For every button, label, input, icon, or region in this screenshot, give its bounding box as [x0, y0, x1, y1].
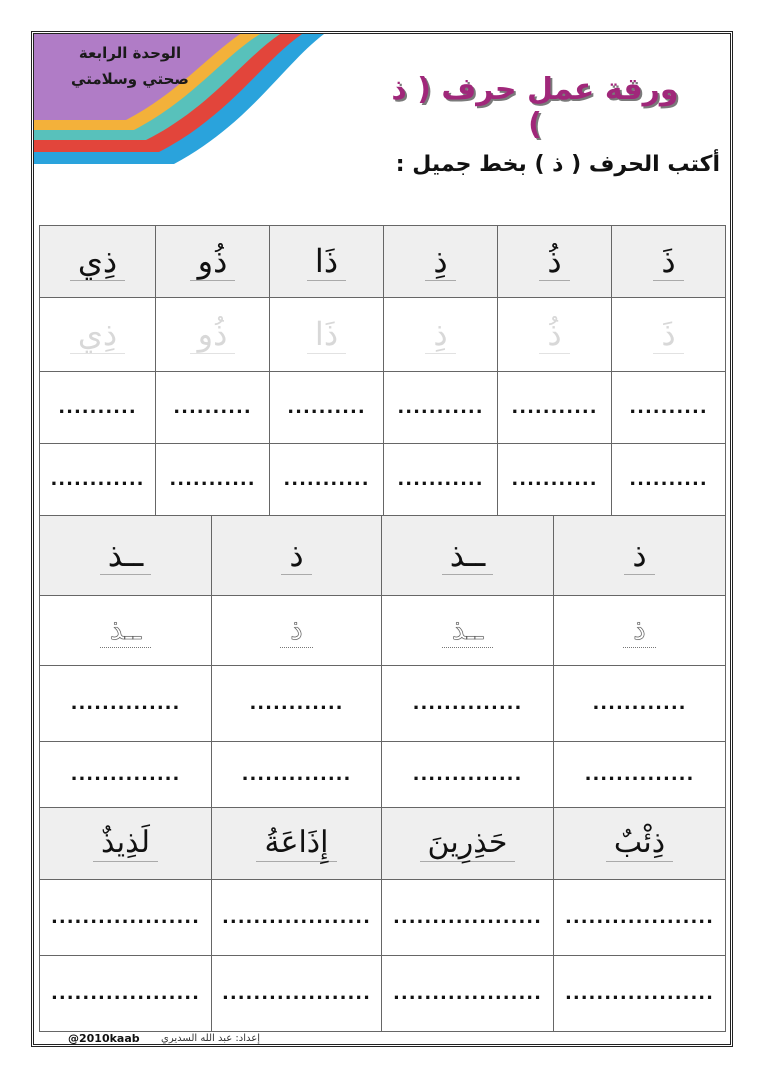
model-cell — [612, 226, 726, 298]
writing-cell[interactable] — [382, 880, 554, 956]
writing-dots: .............. — [241, 764, 352, 785]
trace-letter: ذَ — [653, 315, 683, 354]
writing-dots: ........... — [511, 469, 598, 490]
model-cell — [212, 516, 382, 596]
writing-row — [40, 372, 726, 444]
writing-dots: .......... — [173, 397, 252, 418]
writing-row — [40, 956, 726, 1032]
model-word: حَذِرِينَ — [420, 825, 516, 862]
model-letter: ذُو — [190, 242, 236, 281]
model-cell — [554, 516, 726, 596]
writing-cell[interactable] — [382, 742, 554, 808]
word-cell — [40, 808, 212, 880]
writing-cell[interactable] — [554, 666, 726, 742]
writing-dots: ............ — [249, 693, 344, 714]
model-cell — [384, 226, 498, 298]
writing-cell[interactable] — [156, 372, 270, 444]
writing-cell[interactable] — [270, 444, 384, 516]
writing-dots: .......... — [629, 397, 708, 418]
writing-dots: ............ — [50, 469, 145, 490]
writing-dots: ................... — [222, 983, 371, 1004]
sheet-title: ورقة عمل حرف ( ذ ) — [391, 72, 679, 142]
writing-dots: .......... — [629, 469, 708, 490]
trace-cell — [40, 596, 212, 666]
instruction-text: أكتب الحرف ( ذ ) بخط جميل : — [395, 152, 720, 177]
writing-dots: ................... — [51, 983, 200, 1004]
writing-dots: ................... — [393, 983, 542, 1004]
writing-dots: ............ — [592, 693, 687, 714]
writing-dots: ........... — [511, 397, 598, 418]
model-cell — [382, 516, 554, 596]
writing-cell[interactable] — [40, 666, 212, 742]
writing-dots: .......... — [58, 397, 137, 418]
trace-row — [40, 298, 726, 372]
model-word: لَذِيذٌ — [93, 825, 158, 862]
writing-dots: ........... — [283, 469, 370, 490]
model-letter: ــذ — [442, 536, 494, 575]
dotted-letter: ــذ — [442, 613, 493, 648]
writing-dots: .............. — [70, 764, 181, 785]
trace-cell — [270, 298, 384, 372]
trace-cell — [384, 298, 498, 372]
writing-cell[interactable] — [40, 742, 212, 808]
writing-cell[interactable] — [40, 372, 156, 444]
writing-cell[interactable] — [212, 666, 382, 742]
writing-dots: .......... — [287, 397, 366, 418]
model-cell — [40, 516, 212, 596]
trace-row — [40, 596, 726, 666]
model-row — [40, 516, 726, 596]
writing-cell[interactable] — [40, 880, 212, 956]
writing-row — [40, 444, 726, 516]
writing-dots: .............. — [70, 693, 181, 714]
writing-dots: .............. — [412, 693, 523, 714]
vowel-forms-table — [39, 225, 726, 516]
model-row — [40, 226, 726, 298]
unit-subtitle: صحتي وسلامتي — [71, 70, 189, 88]
trace-letter: ذِ — [425, 315, 455, 354]
word-cell — [554, 808, 726, 880]
dotted-letter: ــذ — [100, 613, 151, 648]
model-word: إِذَاعَةُ — [256, 825, 336, 862]
trace-cell — [382, 596, 554, 666]
writing-cell[interactable] — [612, 372, 726, 444]
unit-title: الوحدة الرابعة — [78, 44, 182, 62]
model-cell — [270, 226, 384, 298]
author-handle: @2010kaab — [68, 1032, 140, 1045]
writing-cell[interactable] — [212, 956, 382, 1032]
trace-cell — [212, 596, 382, 666]
writing-cell[interactable] — [156, 444, 270, 516]
writing-cell[interactable] — [212, 880, 382, 956]
writing-cell[interactable] — [382, 956, 554, 1032]
trace-cell — [612, 298, 726, 372]
writing-cell[interactable] — [40, 956, 212, 1032]
letter-positions-table — [39, 515, 726, 808]
writing-dots: ................... — [393, 907, 542, 928]
writing-dots: ........... — [397, 397, 484, 418]
model-letter: ذَا — [307, 242, 346, 281]
writing-cell[interactable] — [40, 444, 156, 516]
model-letter: ذُ — [539, 242, 569, 281]
dotted-letter: ذ — [623, 613, 655, 648]
writing-cell[interactable] — [384, 372, 498, 444]
writing-dots: ................... — [222, 907, 371, 928]
trace-letter: ذُ — [539, 315, 569, 354]
writing-cell[interactable] — [554, 956, 726, 1032]
model-letter: ــذ — [100, 536, 152, 575]
trace-cell — [498, 298, 612, 372]
trace-letter: ذُو — [190, 315, 236, 354]
writing-cell[interactable] — [554, 880, 726, 956]
word-cell — [382, 808, 554, 880]
trace-cell — [156, 298, 270, 372]
dotted-letter: ذ — [280, 613, 312, 648]
trace-cell — [40, 298, 156, 372]
writing-dots: ................... — [565, 983, 714, 1004]
writing-cell[interactable] — [382, 666, 554, 742]
writing-cell[interactable] — [270, 372, 384, 444]
model-word: ذِئْبٌ — [606, 825, 673, 862]
model-letter: ذِي — [70, 242, 125, 281]
trace-cell — [554, 596, 726, 666]
writing-cell[interactable] — [612, 444, 726, 516]
writing-row — [40, 880, 726, 956]
writing-cell[interactable] — [498, 372, 612, 444]
writing-dots: ........... — [169, 469, 256, 490]
model-letter: ذ — [624, 536, 654, 575]
author-credit: إعداد: عبد الله السديري — [161, 1033, 260, 1044]
writing-dots: .............. — [412, 764, 523, 785]
model-letter: ذَ — [653, 242, 683, 281]
model-cell — [156, 226, 270, 298]
model-row — [40, 808, 726, 880]
writing-cell[interactable] — [554, 742, 726, 808]
writing-cell[interactable] — [384, 444, 498, 516]
model-letter: ذ — [281, 536, 311, 575]
writing-dots: ................... — [51, 907, 200, 928]
writing-row — [40, 742, 726, 808]
writing-cell[interactable] — [498, 444, 612, 516]
model-cell — [498, 226, 612, 298]
writing-dots: .............. — [584, 764, 695, 785]
trace-letter: ذِي — [70, 315, 125, 354]
words-table — [39, 807, 726, 1032]
writing-dots: ................... — [565, 907, 714, 928]
word-cell — [212, 808, 382, 880]
writing-dots: ........... — [397, 469, 484, 490]
trace-letter: ذَا — [307, 315, 346, 354]
writing-row — [40, 666, 726, 742]
writing-cell[interactable] — [212, 742, 382, 808]
model-letter: ذِ — [425, 242, 455, 281]
model-cell — [40, 226, 156, 298]
